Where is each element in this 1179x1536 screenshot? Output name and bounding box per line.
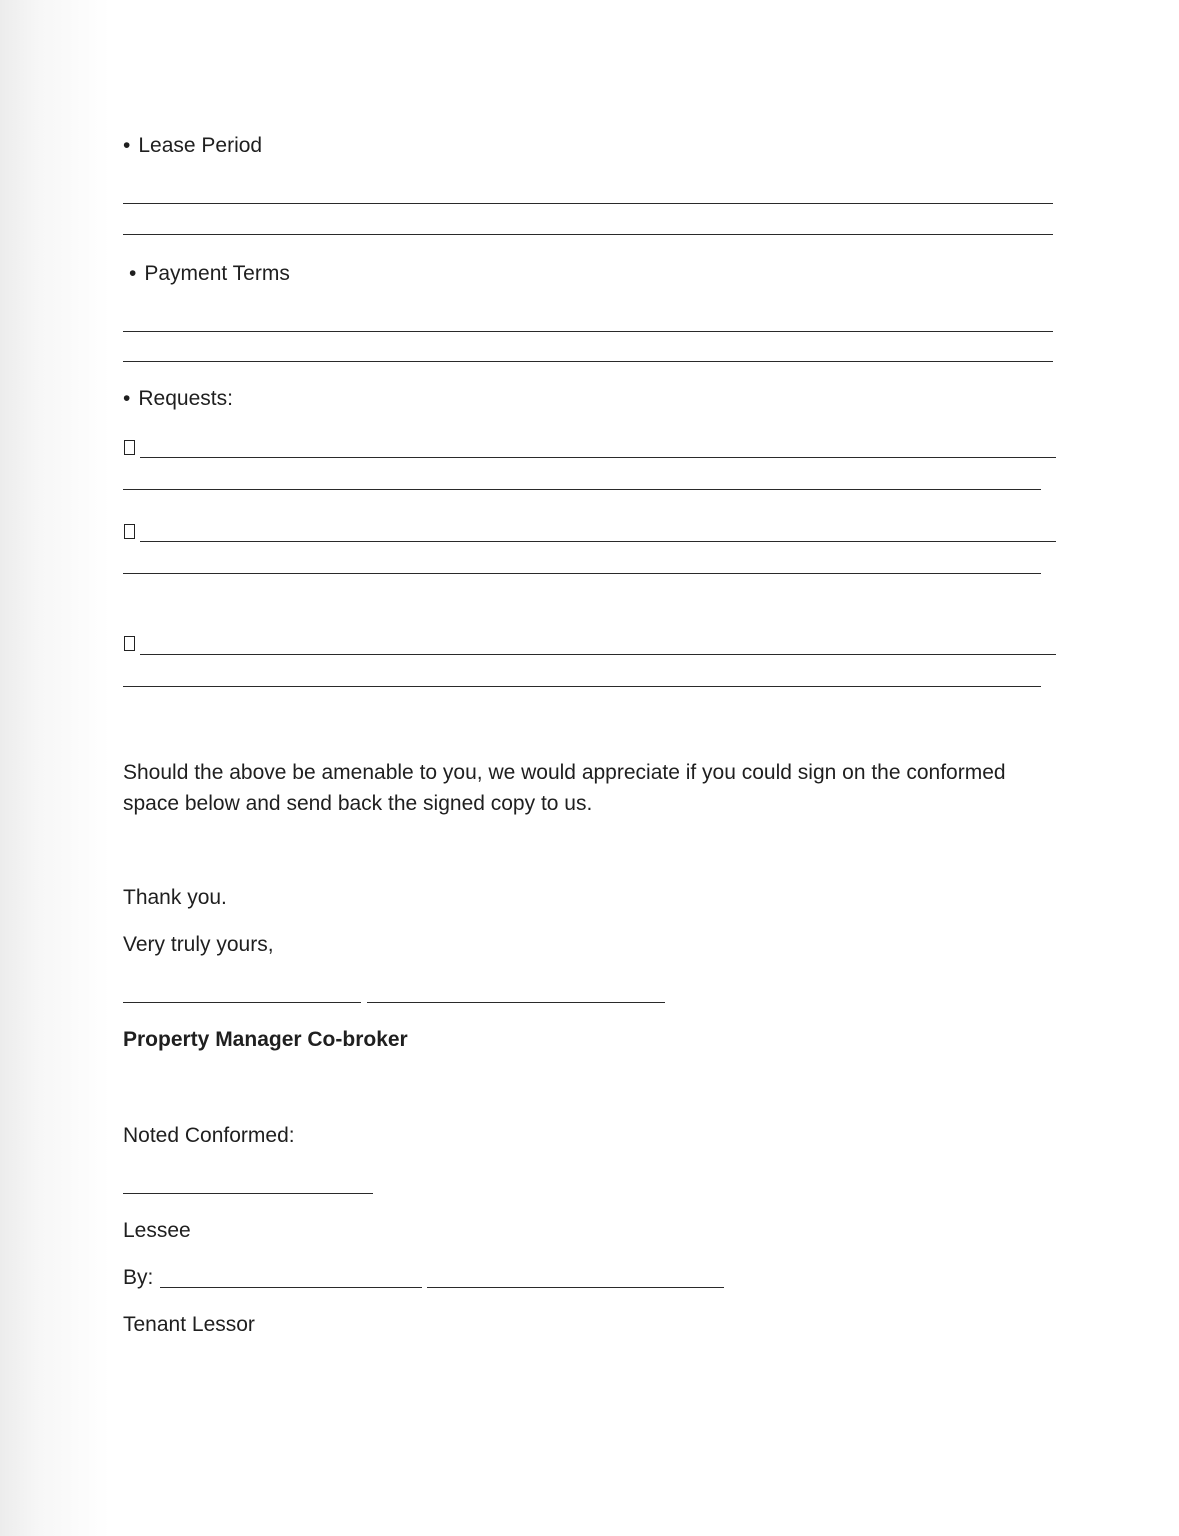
valediction-text: Very truly yours, bbox=[123, 933, 274, 956]
noted-conformed-label: Noted Conformed: bbox=[123, 1124, 295, 1147]
request-checkbox-1[interactable] bbox=[124, 440, 135, 455]
requests-heading: • Requests: bbox=[123, 387, 233, 410]
lessee-signature-line[interactable] bbox=[123, 1193, 373, 1194]
by-label: By: bbox=[123, 1266, 154, 1289]
request-line-2a[interactable] bbox=[140, 541, 1056, 542]
bullet: • bbox=[129, 262, 137, 285]
bullet: • bbox=[123, 134, 131, 157]
lease-period-line-1[interactable] bbox=[123, 203, 1053, 204]
cobroker-signature-line[interactable] bbox=[367, 1002, 665, 1003]
lease-period-heading: • Lease Period bbox=[123, 134, 263, 157]
request-line-1b[interactable] bbox=[123, 489, 1041, 490]
lease-period-line-2[interactable] bbox=[123, 234, 1053, 235]
request-line-2b[interactable] bbox=[123, 573, 1041, 574]
payment-terms-line-2[interactable] bbox=[123, 361, 1053, 362]
request-checkbox-3[interactable] bbox=[124, 636, 135, 651]
tenant-signature-line[interactable] bbox=[160, 1287, 422, 1288]
bullet: • bbox=[123, 387, 131, 410]
manager-label: Property Manager Co-broker bbox=[123, 1028, 408, 1051]
manager-signature-line[interactable] bbox=[123, 1002, 361, 1003]
request-line-1a[interactable] bbox=[140, 457, 1056, 458]
request-checkbox-2[interactable] bbox=[124, 524, 135, 539]
request-line-3b[interactable] bbox=[123, 686, 1041, 687]
payment-terms-line-1[interactable] bbox=[123, 331, 1053, 332]
lessee-label: Lessee bbox=[123, 1219, 191, 1242]
thanks-text: Thank you. bbox=[123, 886, 227, 909]
request-line-3a[interactable] bbox=[140, 654, 1056, 655]
closing-paragraph: Should the above be amenable to you, we would appreciate if you could sign on the conformed space below and send back the signed copy to us. bbox=[123, 761, 1006, 815]
payment-terms-heading: • Payment Terms bbox=[129, 262, 290, 285]
lessor-signature-line[interactable] bbox=[427, 1287, 724, 1288]
tenant-lessor-label: Tenant Lessor bbox=[123, 1313, 255, 1336]
